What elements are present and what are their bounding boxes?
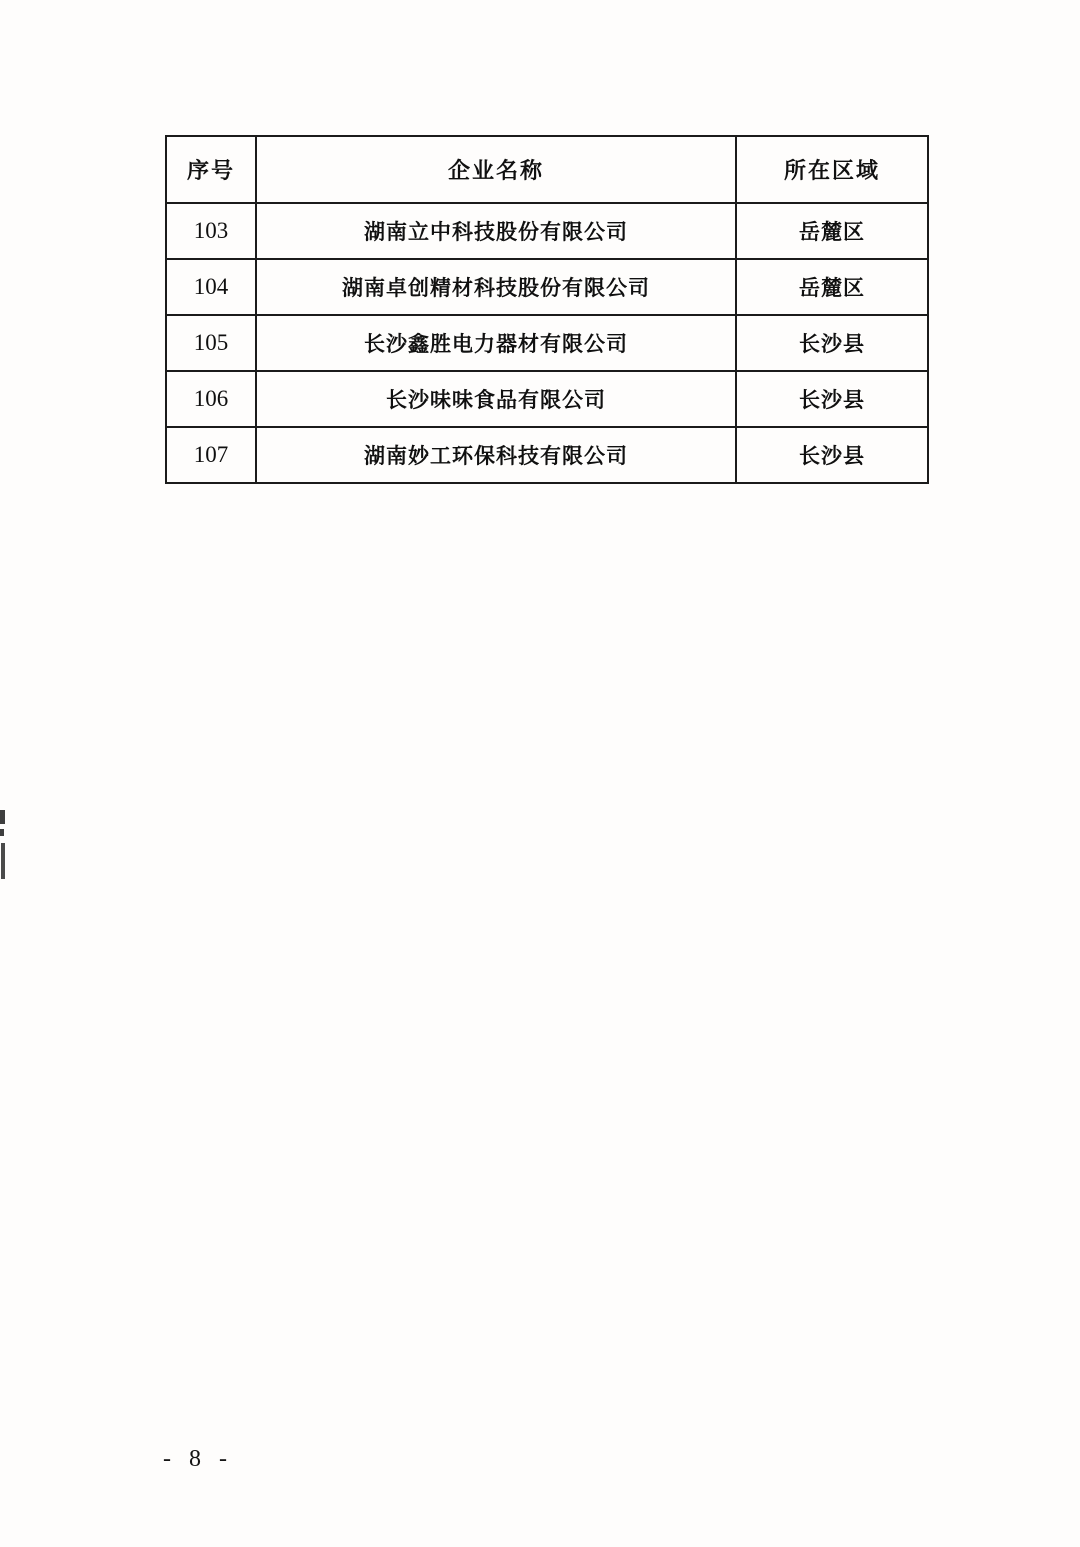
cell-index: 105 [166, 315, 256, 371]
scan-artifact-mark [0, 810, 5, 824]
cell-company-name: 长沙味味食品有限公司 [256, 371, 736, 427]
table-row [166, 315, 928, 371]
header-col-company-name: 企业名称 [256, 136, 736, 203]
scan-artifact-mark [1, 843, 5, 879]
cell-region: 岳麓区 [736, 259, 928, 315]
table-row [166, 203, 928, 259]
table-header-row [166, 136, 928, 203]
cell-region: 长沙县 [736, 315, 928, 371]
cell-region: 长沙县 [736, 427, 928, 483]
company-table [165, 135, 929, 484]
cell-index: 104 [166, 259, 256, 315]
cell-index: 106 [166, 371, 256, 427]
table-row [166, 371, 928, 427]
cell-region: 岳麓区 [736, 203, 928, 259]
table-row [166, 259, 928, 315]
header-col-index: 序号 [166, 136, 256, 203]
scan-artifact-mark [0, 829, 4, 836]
page-number: - 8 - [163, 1446, 233, 1472]
table-row [166, 427, 928, 483]
cell-index: 107 [166, 427, 256, 483]
cell-region: 长沙县 [736, 371, 928, 427]
cell-company-name: 湖南妙工环保科技有限公司 [256, 427, 736, 483]
header-col-region: 所在区域 [736, 136, 928, 203]
cell-index: 103 [166, 203, 256, 259]
cell-company-name: 长沙鑫胜电力器材有限公司 [256, 315, 736, 371]
cell-company-name: 湖南立中科技股份有限公司 [256, 203, 736, 259]
cell-company-name: 湖南卓创精材科技股份有限公司 [256, 259, 736, 315]
